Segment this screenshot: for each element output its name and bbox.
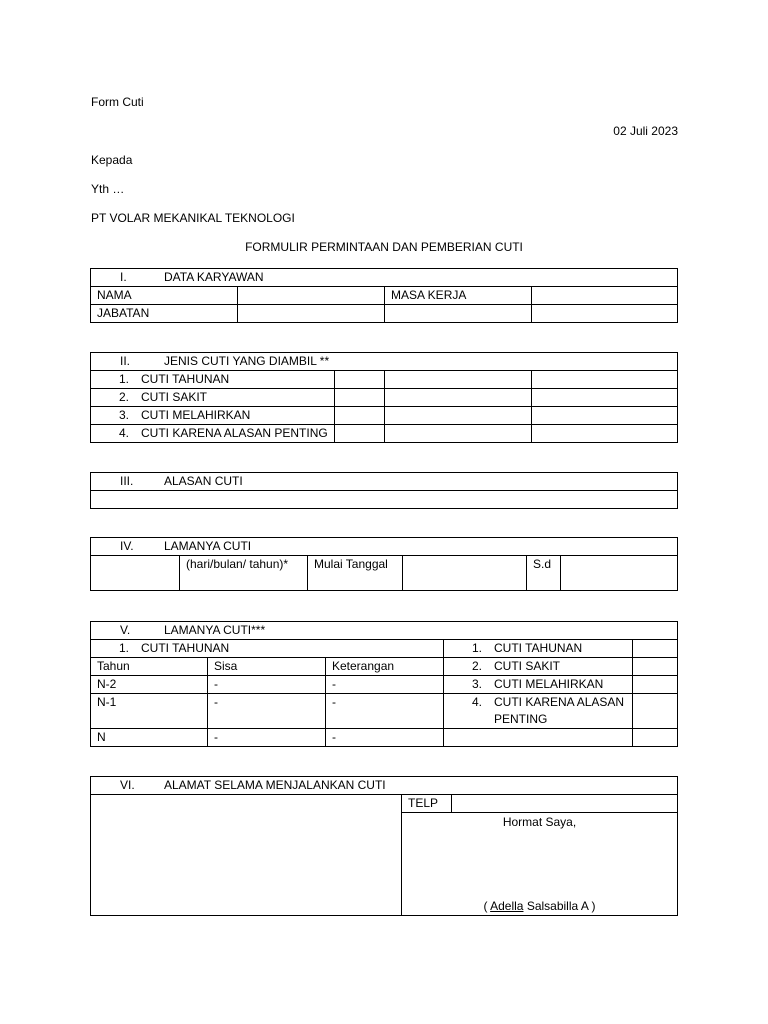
section-lamanya-cuti-2 bbox=[90, 621, 678, 747]
section-header: IV. LAMANYA CUTI bbox=[91, 538, 678, 556]
list-item: 2. CUTI SAKIT bbox=[91, 389, 335, 407]
table-cell: - bbox=[326, 694, 444, 729]
empty-cell bbox=[385, 407, 532, 425]
duration-unit-label: (hari/bulan/ tahun)* bbox=[180, 556, 308, 591]
section-alamat bbox=[90, 776, 678, 916]
nama-field[interactable] bbox=[238, 287, 385, 305]
list-item: 4. CUTI KARENA ALASAN PENTING bbox=[444, 694, 633, 729]
mulai-tanggal-label: Mulai Tanggal bbox=[308, 556, 403, 591]
nama-label: NAMA bbox=[91, 287, 238, 305]
company-name: PT VOLAR MEKANIKAL TEKNOLOGI bbox=[91, 211, 295, 225]
alasan-field[interactable] bbox=[91, 491, 678, 509]
jabatan-field[interactable] bbox=[238, 305, 385, 323]
table-cell: - bbox=[326, 729, 444, 747]
section-header: V. LAMANYA CUTI*** bbox=[91, 622, 678, 640]
telp-field[interactable] bbox=[452, 795, 678, 813]
masa-kerja-field[interactable] bbox=[532, 287, 678, 305]
table-cell: - bbox=[326, 676, 444, 694]
empty-cell bbox=[532, 425, 678, 443]
table-cell: N-2 bbox=[91, 676, 208, 694]
masa-kerja-label: MASA KERJA bbox=[385, 287, 532, 305]
section-lamanya-cuti bbox=[90, 537, 678, 591]
empty-cell bbox=[532, 371, 678, 389]
col-header-keterangan: Keterangan bbox=[326, 658, 444, 676]
col-header-tahun: Tahun bbox=[91, 658, 208, 676]
cuti-tahunan-heading: 1. CUTI TAHUNAN bbox=[91, 640, 444, 658]
list-item: 4. CUTI KARENA ALASAN PENTING bbox=[91, 425, 335, 443]
empty-cell bbox=[385, 425, 532, 443]
signature-box bbox=[402, 813, 678, 916]
telp-label: TELP bbox=[402, 795, 452, 813]
section-header: I. DATA KARYAWAN bbox=[91, 269, 678, 287]
empty-cell bbox=[532, 305, 678, 323]
check-cell[interactable] bbox=[633, 658, 678, 676]
form-title: Form Cuti bbox=[91, 95, 144, 109]
jabatan-label: JABATAN bbox=[91, 305, 238, 323]
hormat-saya: Hormat Saya, bbox=[502, 815, 577, 829]
list-item: 3. CUTI MELAHIRKAN bbox=[91, 407, 335, 425]
list-item: 3. CUTI MELAHIRKAN bbox=[444, 676, 633, 694]
alamat-field[interactable] bbox=[91, 795, 402, 916]
check-cell[interactable] bbox=[335, 371, 385, 389]
section-alasan-cuti bbox=[90, 472, 678, 509]
section-header: III. ALASAN CUTI bbox=[91, 473, 678, 491]
table-cell: - bbox=[208, 676, 326, 694]
form-heading: FORMULIR PERMINTAAN DAN PEMBERIAN CUTI bbox=[245, 240, 523, 254]
table-cell: N bbox=[91, 729, 208, 747]
section-header: VI. ALAMAT SELAMA MENJALANKAN CUTI bbox=[91, 777, 678, 795]
recipient-label: Kepada bbox=[91, 153, 133, 167]
check-cell[interactable] bbox=[335, 425, 385, 443]
section-data-karyawan bbox=[90, 268, 678, 323]
sd-field[interactable] bbox=[561, 556, 678, 591]
empty-cell bbox=[444, 729, 633, 747]
empty-cell bbox=[532, 407, 678, 425]
list-item: 1. CUTI TAHUNAN bbox=[91, 371, 335, 389]
sd-label: S.d bbox=[527, 556, 561, 591]
table-cell: N-1 bbox=[91, 694, 208, 729]
list-item: 1. CUTI TAHUNAN bbox=[444, 640, 633, 658]
check-cell[interactable] bbox=[335, 407, 385, 425]
table-cell: - bbox=[208, 729, 326, 747]
empty-cell bbox=[385, 305, 532, 323]
table-cell: - bbox=[208, 694, 326, 729]
check-cell[interactable] bbox=[633, 640, 678, 658]
section-jenis-cuti bbox=[90, 352, 678, 443]
recipient-yth: Yth … bbox=[91, 182, 125, 196]
list-item: 2. CUTI SAKIT bbox=[444, 658, 633, 676]
check-cell[interactable] bbox=[633, 676, 678, 694]
empty-cell bbox=[385, 371, 532, 389]
mulai-tanggal-field[interactable] bbox=[403, 556, 527, 591]
duration-field[interactable] bbox=[91, 556, 180, 591]
section-header: II. JENIS CUTI YANG DIAMBIL ** bbox=[91, 353, 678, 371]
col-header-sisa: Sisa bbox=[208, 658, 326, 676]
check-cell[interactable] bbox=[633, 694, 678, 729]
empty-cell bbox=[385, 389, 532, 407]
empty-cell bbox=[532, 389, 678, 407]
signature-name: ( Adella Salsabilla A ) bbox=[483, 899, 596, 913]
form-date: 02 Juli 2023 bbox=[613, 124, 678, 138]
check-cell[interactable] bbox=[335, 389, 385, 407]
empty-cell bbox=[633, 729, 678, 747]
